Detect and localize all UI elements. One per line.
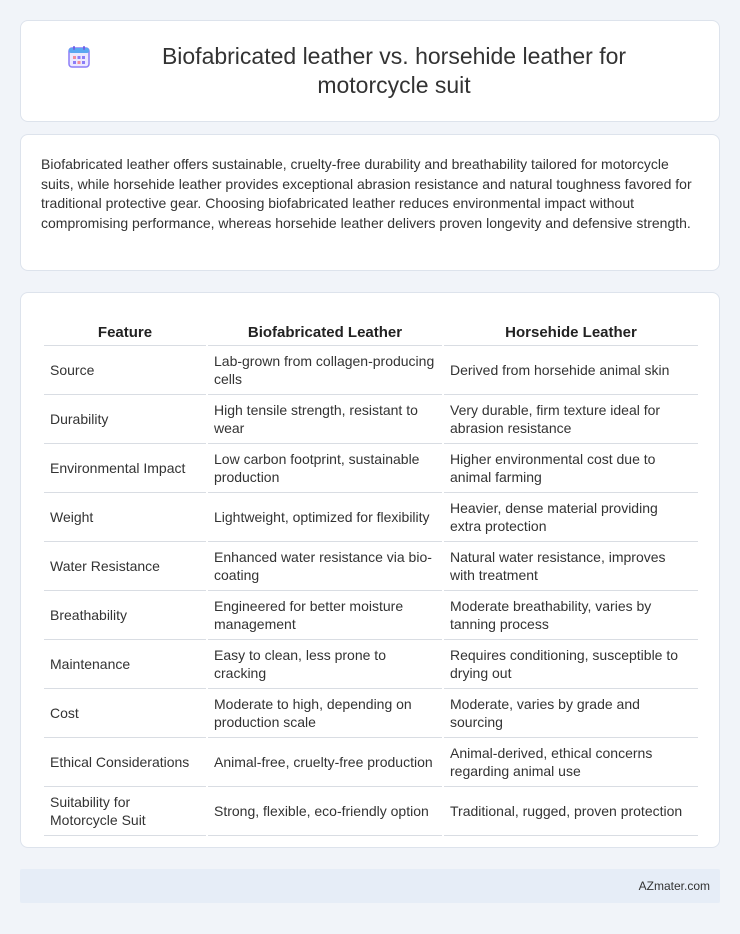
table-row — [44, 346, 698, 395]
biofabricated-cell: Enhanced water resistance via bio-coating — [208, 542, 442, 591]
feature-cell: Breathability — [44, 591, 206, 640]
table-row — [44, 591, 698, 640]
feature-cell: Environmental Impact — [44, 444, 206, 493]
horsehide-cell: Animal-derived, ethical concerns regarding animal use — [444, 738, 698, 787]
horsehide-cell: Moderate, varies by grade and sourcing — [444, 689, 698, 738]
header-biofabricated: Biofabricated Leather — [208, 313, 442, 346]
biofabricated-cell: Lightweight, optimized for flexibility — [208, 493, 442, 542]
horsehide-cell: Moderate breathability, varies by tanning process — [444, 591, 698, 640]
biofabricated-cell: Animal-free, cruelty-free production — [208, 738, 442, 787]
horsehide-cell: Natural water resistance, improves with treatment — [444, 542, 698, 591]
biofabricated-cell: Lab-grown from collagen-producing cells — [208, 346, 442, 395]
horsehide-cell: Very durable, firm texture ideal for abrasion resistance — [444, 395, 698, 444]
feature-cell: Cost — [44, 689, 206, 738]
horsehide-cell: Derived from horsehide animal skin — [444, 346, 698, 395]
feature-cell: Weight — [44, 493, 206, 542]
table-row — [44, 689, 698, 738]
table-row — [44, 640, 698, 689]
comparison-table — [42, 313, 700, 836]
summary-text: Biofabricated leather offers sustainable, cruelty-free durability and breathability tailored for motorcycle suits, while horsehide leather provides exceptional abrasion resistance and natural toughness favored for traditional protective gear. Choosing biofabricated leather reduces environmental impact without compromising performance, whereas horsehide leather delivers proven longevity and defensive strength. — [41, 156, 692, 231]
feature-cell: Maintenance — [44, 640, 206, 689]
table-row — [44, 395, 698, 444]
table-row — [44, 787, 698, 836]
table-row — [44, 542, 698, 591]
horsehide-cell: Requires conditioning, susceptible to drying out — [444, 640, 698, 689]
biofabricated-cell: Moderate to high, depending on production scale — [208, 689, 442, 738]
feature-cell: Source — [44, 346, 206, 395]
feature-cell: Durability — [44, 395, 206, 444]
table-row — [44, 738, 698, 787]
horsehide-cell: Traditional, rugged, proven protection — [444, 787, 698, 836]
title-wrap — [66, 42, 674, 100]
summary-card — [20, 134, 720, 271]
footer-site-name[interactable]: AZmater.com — [638, 879, 710, 893]
biofabricated-cell: Strong, flexible, eco-friendly option — [208, 787, 442, 836]
header-horsehide: Horsehide Leather — [444, 313, 698, 346]
table-row — [44, 444, 698, 493]
feature-cell: Water Resistance — [44, 542, 206, 591]
calendar-icon — [66, 44, 92, 70]
horsehide-cell: Heavier, dense material providing extra protection — [444, 493, 698, 542]
feature-cell: Ethical Considerations — [44, 738, 206, 787]
title-card — [20, 20, 720, 122]
header-feature: Feature — [44, 313, 206, 346]
biofabricated-cell: Easy to clean, less prone to cracking — [208, 640, 442, 689]
comparison-table-card — [20, 292, 720, 848]
feature-cell: Suitability for Motorcycle Suit — [44, 787, 206, 836]
page-title: Biofabricated leather vs. horsehide leather for motorcycle suit — [161, 43, 627, 98]
table-row — [44, 493, 698, 542]
biofabricated-cell: Engineered for better moisture management — [208, 591, 442, 640]
biofabricated-cell: Low carbon footprint, sustainable production — [208, 444, 442, 493]
biofabricated-cell: High tensile strength, resistant to wear — [208, 395, 442, 444]
horsehide-cell: Higher environmental cost due to animal farming — [444, 444, 698, 493]
footer-bar — [20, 869, 720, 903]
table-header-row — [44, 313, 698, 346]
